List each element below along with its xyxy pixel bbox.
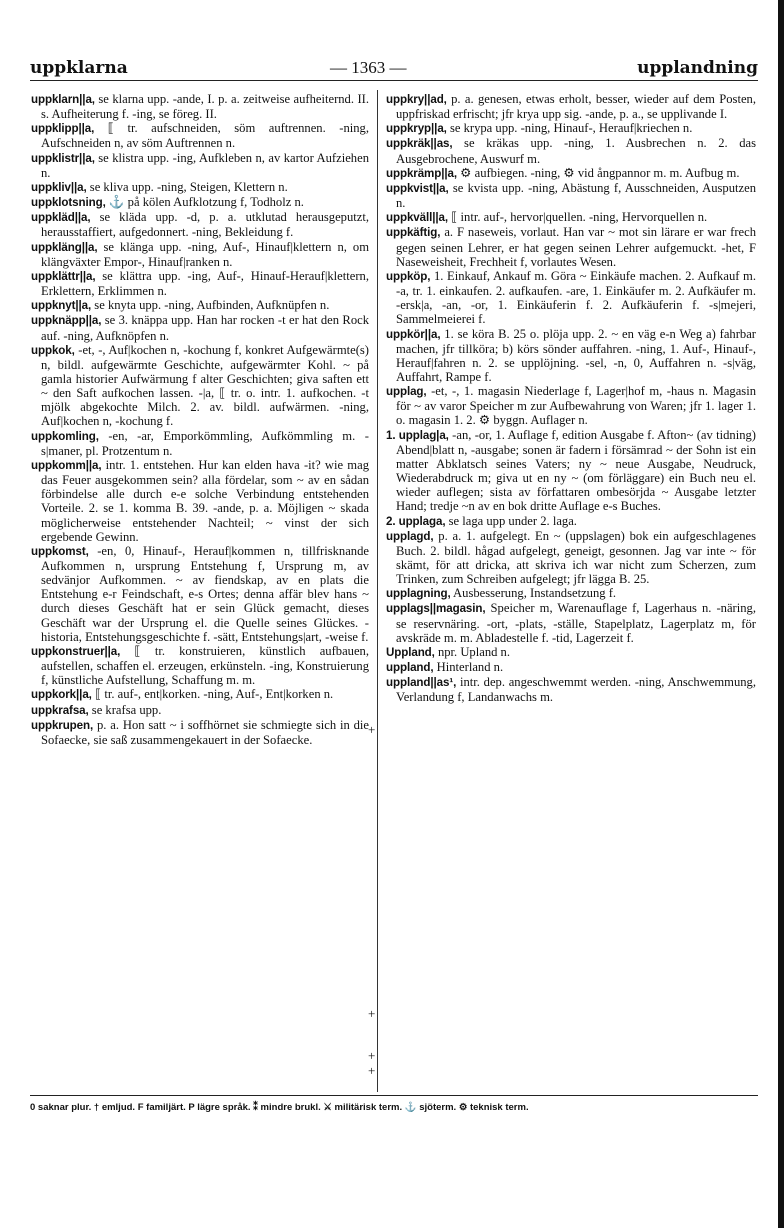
margin-mark: + [368, 722, 376, 737]
entry-headword: uppkonstruer||a, [31, 644, 121, 658]
entry-definition: se klistra upp. -ing, Aufkleben n, av kartor Aufziehen n. [41, 150, 369, 180]
entry-headword: upplags||magasin, [386, 602, 486, 616]
entry-definition: se klänga upp. -ning, Auf-, Hinauf|klettern n, om klängväxter Empor-, Hinauf|ranken n. [41, 239, 369, 269]
entry-headword: uppkrafsa, [31, 703, 89, 717]
entry-definition: Hinterland n. [433, 660, 504, 675]
dictionary-entry [386, 428, 756, 514]
dictionary-entry [31, 343, 369, 429]
dictionary-entry [31, 644, 369, 687]
entry-definition: ⚙ aufbiegen. -ning, ⚙ vid ångpannor m. m. Aufbug m. [457, 165, 740, 180]
dictionary-entry [31, 429, 369, 458]
entry-definition: ⟦ tr. auf-, ent|korken. -ning, Auf-, Ent|korken n. [91, 687, 334, 702]
dictionary-entry [31, 703, 369, 718]
dictionary-entry [31, 195, 369, 210]
entry-definition: se knyta upp. -ning, Aufbinden, Aufknüpfen n. [91, 298, 330, 313]
entry-headword: uppklotsning, [31, 196, 106, 210]
dictionary-entry [386, 601, 756, 644]
entry-definition: Ausbesserung, Instandsetzung f. [450, 586, 617, 601]
margin-mark: + [368, 1006, 376, 1021]
first-guide-word: uppklarna [30, 58, 128, 78]
entry-definition: 1. Einkauf, Ankauf m. Göra ~ Einkäufe machen. 2. Aufkauf m. -a, tr. 1. einkaufen. 2. aufkaufen. -are, 1. Einkäufer m. 2. Aufkäufer m. -ersk|a, -an, -or, 1. Einkäuferin f. 2. Aufkäuferin f. -s|mejeri, Sammelmeierei f. [396, 268, 756, 327]
entry-definition: se krypa upp. -ning, Hinauf-, Herauf|kriechen n. [446, 121, 693, 136]
dictionary-entry [386, 210, 756, 225]
dictionary-entry [31, 180, 369, 195]
dictionary-entry [31, 718, 369, 747]
entry-definition: intr. dep. angeschwemmt werden. -ning, Anschwemmung, Verlandung f, Landanwachs m. [396, 675, 756, 705]
entry-headword: uppklarn||a, [31, 93, 95, 106]
entry-headword: uppkork||a, [31, 688, 92, 702]
dictionary-entry [31, 151, 369, 180]
dictionary-entry [31, 121, 369, 150]
dictionary-entry [386, 586, 756, 601]
entry-definition: -en, 0, Hinauf-, Herauf|kommen n, tillfrisknande Aufkommen n, ursprung Entstehung f, Ursprung m, av sedvänjor Aufkommen. ~ av fiendskap, av en plats die Entstehung e-r Feindschaft, e-s Ortes; denna affär blev hans ~ durch dieses Geschäft hat er sein Glück gemacht, dieses Geschäft war der Ursprung el. die Quelle seines Glückes. -historia, Entstehungsgeschichte f. -sätt, Entstehungs|art, -weise f. [41, 543, 369, 644]
entry-headword: uppkläd||a, [31, 211, 91, 225]
entry-headword: upplag, [386, 385, 427, 399]
entry-definition: se kläda upp. -d, p. a. utklutad herausgeputzt, herausstaffiert, aufgedonnert. -ning, Bekleidung f. [41, 210, 369, 240]
entry-headword: upplagd, [386, 529, 434, 543]
entry-headword: uppkomst, [31, 544, 89, 558]
column-divider [377, 90, 378, 1092]
entry-headword: uppkomm||a, [31, 458, 102, 472]
entry-headword: uppkläng||a, [31, 240, 98, 254]
dictionary-entry [31, 313, 369, 342]
entry-headword: uppkok, [31, 343, 75, 357]
entry-definition: se klarna upp. -ande, I. p. a. zeitweise aufheiternd. II. s. Aufheiterung f. -ing, se föreg. II. [41, 92, 369, 122]
entry-headword: uppklättr||a, [31, 269, 96, 283]
dictionary-entry [386, 225, 756, 268]
page-header [30, 58, 758, 81]
entry-definition: -en, -ar, Emporkömmling, Aufkömmling m. -s|maner, pl. Protzentum n. [41, 428, 369, 458]
dictionary-entry [386, 269, 756, 327]
entry-definition: p. a. Hon satt ~ i soffhörnet sie schmiegte sich in die Sofaecke, sie saß zusammengekauert in der Sofaecke. [41, 717, 369, 747]
scan-edge [778, 0, 784, 1228]
dictionary-entry [31, 92, 369, 121]
entry-definition: se 3. knäppa upp. Han har rocken -t er hat den Rock auf. -ning, Aufknöpfen n. [41, 313, 369, 343]
margin-mark: + [368, 1063, 376, 1078]
abbreviation-legend: 0 saknar plur. † emljud. F familjärt. P lägre språk. ⁑ mindre brukl. ⚔ militärisk term. ⚓ sjöterm. ⚙ teknisk term. [30, 1095, 758, 1113]
entry-headword: upplagning, [386, 587, 451, 601]
dictionary-entry [31, 544, 369, 644]
entry-headword: uppkrämp||a, [386, 166, 458, 180]
entry-headword: uppkvist||a, [386, 181, 449, 195]
left-column [31, 92, 369, 747]
entry-definition: npr. Upland n. [434, 644, 511, 659]
entry-headword: uppland, [386, 661, 434, 675]
entry-headword: uppland||as¹, [386, 676, 457, 690]
dictionary-entry [31, 240, 369, 269]
entry-definition: intr. 1. entstehen. Hur kan elden hava -it? wie mag das Feuer ausgekommen sein? alla fördelar, som ~ av en sådan förbindelse alle durch e-e solche Verbindung entstehenden Vorteile. 2. se 1. komma B. 39. -ande, p. a. Möjligen ~ skada möglicherweise entstehender Nachteil; ~ vinst der sich ergebende Gewinn. [41, 457, 369, 544]
dictionary-entry [386, 529, 756, 587]
entry-headword: uppkväll||a, [386, 211, 448, 225]
entry-definition: -et, -, 1. magasin Niederlage f, Lager|hof m, -haus n. Magasin för ~ av varor Speicher m zur Aufbewahrung von Waren; jfr 1. lager 1. o. magasin 1. 2. ⚙ byggn. Auflager n. [396, 384, 756, 428]
entry-headword: uppknäpp||a, [31, 314, 102, 328]
entry-definition: se klättra upp. -ing, Auf-, Hinauf-Herauf|klettern, Erklettern, Erklimmen n. [41, 268, 369, 299]
entry-headword: uppkräk||as, [386, 137, 453, 151]
entry-headword: uppkliv||a, [31, 180, 87, 194]
entry-definition: ⟦ intr. auf-, hervor|quellen. -ning, Hervorquellen n. [448, 210, 708, 225]
entry-headword: uppkryp||a, [386, 122, 447, 136]
right-column [386, 92, 756, 705]
entry-definition: ⚓ på kölen Aufklotzung f, Todholz n. [105, 195, 304, 210]
dictionary-entry [31, 298, 369, 313]
dictionary-entry [386, 660, 756, 675]
entry-definition: Speicher m, Warenauflage f, Lagerhaus n. -näring, se reservnäring. -ort, -plats, -ställe, Stapelplatz, Lagerplatz m, för avskräde m. m. Abladestelle f. -tid, Lagerzeit f. [396, 601, 756, 645]
entry-definition: 1. se köra B. 25 o. plöja upp. 2. ~ en väg e-n Weg a) fahrbar machen, jfr tillköra; b) körs sönder auffahren. -ning, 1. Auf-, Hinauf-, Herauf|fahren n. 2. se upplöjning. -sel, -n, 0, Auffahren n. -s|väg, Auffahrt, Rampe f. [396, 326, 756, 384]
dictionary-entry [31, 687, 369, 702]
dictionary-entry [31, 269, 369, 298]
entry-definition: se kräkas upp. -ning, 1. Ausbrechen n. 2. das Ausgebrochene, Auswurf m. [396, 136, 756, 166]
dictionary-entry [31, 210, 369, 239]
entry-definition: se laga upp under 2. laga. [445, 513, 577, 528]
entry-definition: -an, -or, 1. Auflage f, edition Ausgabe f. Afton~ (av tidning) Abend|blatt n, -ausgabe; sonen är fadern i försämrad ~ der Sohn ist ein matter Abklatsch seines Vaters; ny ~ neue Ausgabe, Neudruck, Wiederabdruck m; giva ut en ny ~ (om förläggare) ein Buch neu el. wieder auflegen; sista av författaren ombesörjda ~ Ausgabe letzter Hand; tredje ~n av en bok dritte Auflage e-s Buches. [396, 427, 756, 514]
dictionary-entry [386, 645, 756, 660]
dictionary-entry [386, 92, 756, 121]
dictionary-entry [386, 166, 756, 181]
dictionary-entry [386, 327, 756, 385]
entry-headword: 2. upplaga, [386, 514, 446, 528]
entry-headword: uppkry||ad, [386, 93, 447, 106]
entry-headword: uppklistr||a, [31, 151, 95, 165]
entry-definition: ⟦ tr. aufschneiden, söm auftrennen. -ning, Aufschneiden n, av söm Auftrennen n. [41, 121, 369, 151]
dictionary-entry [386, 136, 756, 165]
dictionary-entry [31, 458, 369, 544]
entry-definition: p. a. 1. aufgelegt. En ~ (uppslagen) bok ein aufgeschlagenes Buch. 2. bildl. hågad aufgelegt, geneigt, gesonnen. Jag var inte ~ för skämt, för att dricka, att skriva ich war nicht zum Scherzen, zum Trinken, zum Schreiben aufgelegt; jfr lägga B. 25. [396, 528, 756, 587]
entry-headword: uppklipp||a, [31, 122, 95, 136]
entry-definition: se kvista upp. -ning, Abästung f, Ausschneiden, Ausputzen n. [396, 180, 756, 211]
entry-headword: Uppland, [386, 645, 435, 659]
entry-headword: uppkäftig, [386, 226, 441, 240]
entry-headword: 1. upplag|a, [386, 428, 449, 442]
entry-headword: uppkör||a, [386, 327, 441, 341]
margin-mark: + [368, 1048, 376, 1063]
entry-headword: uppköp, [386, 269, 431, 283]
dictionary-entry [386, 514, 756, 529]
entry-definition: p. a. genesen, etwas erholt, besser, wieder auf dem Posten, uppfriskad erfrischt; jfr krya upp sig. -ande, p. a., se upplivande I. [396, 92, 756, 122]
dictionary-entry [386, 384, 756, 427]
dictionary-entry [386, 121, 756, 136]
entry-headword: uppknyt||a, [31, 299, 92, 313]
last-guide-word: upplandning [637, 58, 758, 78]
entry-definition: se krafsa upp. [88, 702, 162, 717]
entry-definition: ⟦ tr. konstruieren, künstlich aufbauen, aufstellen, schaffen el. erzeugen, erkünsteln. -ing, Konstruierung f, künstliche Aufstellung, Schaffung m. m. [41, 643, 369, 688]
entry-definition: -et, -, Auf|kochen n, -kochung f, konkret Aufgewärmte(s) n, bildl. aufgewärmte Geschichte, aufgewärmter Kohl. ~ på gamla historier Aufwärmung f alter Geschichten; giva saften ett ~ den Saft aufkochen lassen. -|a, ⟦ tr. o. intr. 1. aufkochen. -t mjölk abgekochte Milch. 2. av. bildl. aufwärmen. -ning, Auf|kochen n, -kochung f. [41, 342, 369, 429]
dictionary-entry [386, 675, 756, 704]
entry-headword: uppkomling, [31, 429, 99, 443]
entry-headword: uppkrupen, [31, 718, 94, 732]
entry-definition: a. F naseweis, vorlaut. Han var ~ mot sin lärare er war frech gegen seinen Lehrer, er hat gegen seinen Lehrer aufgemuckt. -het, F Naseweisheit, Frechheit f, vorlautes Wesen. [396, 225, 756, 269]
page-number: — 1363 — [330, 58, 407, 77]
dictionary-entry [386, 181, 756, 210]
entry-definition: se kliva upp. -ning, Steigen, Klettern n. [86, 179, 288, 194]
